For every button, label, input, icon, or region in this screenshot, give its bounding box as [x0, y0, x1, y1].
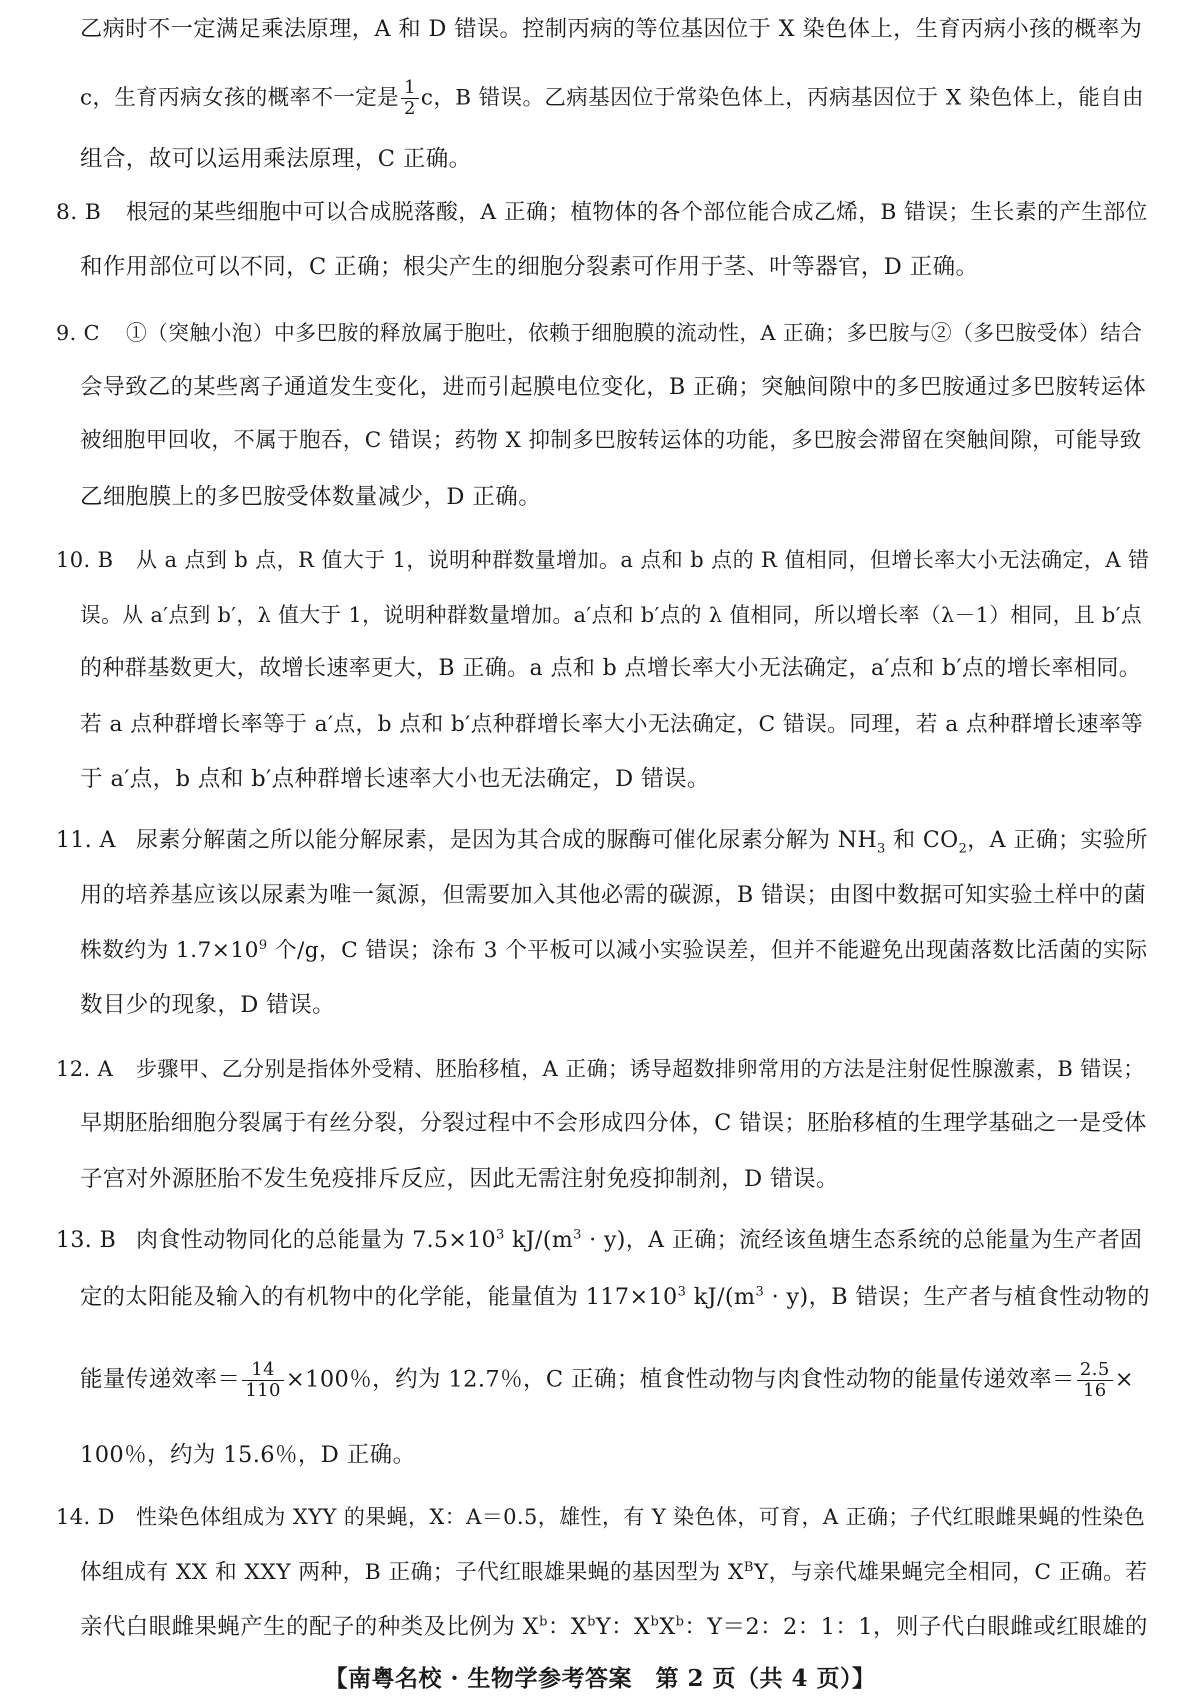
text-line: 100％，约为 15.6％，D 正确。 — [80, 1442, 416, 1468]
text-line: 子宫对外源胚胎不发生免疫排斥反应，因此无需注射免疫抑制剂，D 错误。 — [80, 1166, 839, 1192]
text-line: 株数约为 $1.7\times 10^9$ 个/g，C 错误；涂布 3 个平板可以减小实验误差，但并不能避免出现菌落数比活菌的实际 — [80, 937, 1148, 963]
text-line: 11. A 尿素分解菌之所以能分解尿素，是因为其合成的脲酶可催化尿素分解为 $NH_3$ 和 $CO_2$，A 正确；实验所 — [56, 828, 1148, 857]
fraction: $\frac{2.5}{16}$ — [1077, 1360, 1113, 1401]
question-number: 14. D — [56, 1505, 115, 1529]
question-number: 11. A — [56, 828, 116, 853]
text-line: 组合，故可以运用乘法原理，C 正确。 — [80, 146, 472, 172]
fraction: $\frac{1}{2}$ — [401, 78, 419, 119]
text-line: 误。从 a′点到 b′，λ 值大于 1，说明种群数量增加。a′点和 b′点的 λ 值相同，所以增长率（λ－1）相同，且 b′点 — [80, 603, 1142, 627]
fraction: $\frac{14}{110}$ — [242, 1360, 284, 1401]
text-line: 的种群基数更大，故增长速率更大，B 正确。a 点和 b 点增长率大小无法确定，a′点和 b′点的增长率相同。 — [80, 656, 1142, 681]
text-line: c，生育丙病女孩的概率不一定是 $\frac{1}{2}$ c，B 错误。乙病基因位于常染色体上，丙病基因位于 X 染色体上，能自由 — [80, 77, 1144, 119]
text-line: 体组成有 XX 和 XXY 两种，B 正确；子代红眼雄果蝇的基因型为 $X^BY$，与亲代雄果蝇完全相同，C 正确。若 — [80, 1559, 1148, 1585]
text-line: 12. A 步骤甲、乙分别是指体外受精、胚胎移植，A 正确；诱导超数排卵常用的方法是注射促性腺激素，B 错误； — [56, 1054, 1145, 1084]
text-line: 能量传递效率＝ $\frac{14}{110}$ ×100％，约为 12.7％，C 正确；植食性动物与肉食性动物的能量传递效率＝ $\frac{2.5}{16}$ × — [80, 1359, 1134, 1401]
text-line: 若 a 点种群增长率等于 a′点，b 点和 b′点种群增长率大小无法确定，C 错误。同理，若 a 点种群增长速率等 — [80, 712, 1144, 737]
text-line: 被细胞甲回收，不属于胞吞，C 错误；药物 X 抑制多巴胺转运体的功能，多巴胺会滞留在突触间隙，可能导致 — [80, 428, 1142, 453]
question-number: 10. B — [56, 548, 114, 572]
text-line: 8. B 根冠的某些细胞中可以合成脱落酸，A 正确；植物体的各个部位能合成乙烯，B 错误；生长素的产生部位 — [56, 198, 1148, 228]
text-line: 亲代白眼雌果蝇产生的配子的种类及比例为 $X^b$：$X^bY$：$X^bX^b$：Y＝2：2：1：1，则子代白眼雌或红眼雄的 — [80, 1614, 1148, 1640]
text-line: 用的培养基应该以尿素为唯一氮源，但需要加入其他必需的碳源，B 错误；由图中数据可知实验土样中的菌 — [80, 882, 1147, 908]
question-number: 9. C — [56, 321, 100, 345]
text-line: 于 a′点，b 点和 b′点种群增长速率大小也无法确定，D 错误。 — [80, 766, 710, 792]
text-line: 10. B 从 a 点到 b 点，R 值大于 1，说明种群数量增加。a 点和 b 点的 R 值相同，但增长率大小无法确定，A 错 — [56, 545, 1149, 575]
text-line: 13. B 肉食性动物同化的总能量为 $7.5\times 10^3$ $kJ/(m^3 \cdot y)$，A 正确；流经该鱼塘生态系统的总能量为生产者固 — [56, 1226, 1142, 1256]
text-line: 乙病时不一定满足乘法原理，A 和 D 错误。控制丙病的等位基因位于 X 染色体上，生育丙病小孩的概率为 — [80, 16, 1143, 42]
text-line: 9. C ①（突触小泡）中多巴胺的释放属于胞吐，依赖于细胞膜的流动性，A 正确；多巴胺与②（多巴胺受体）结合 — [56, 318, 1142, 348]
text-line: 和作用部位可以不同，C 正确；根尖产生的细胞分裂素可作用于茎、叶等器官，D 正确。 — [80, 254, 979, 280]
text-line: 早期胚胎细胞分裂属于有丝分裂，分裂过程中不会形成四分体，C 错误；胚胎移植的生理学基础之一是受体 — [80, 1110, 1147, 1136]
text-line: 数目少的现象，D 错误。 — [80, 992, 335, 1018]
page-footer: 【南粤名校 · 生物学参考答案 第 2 页（共 4 页）】 — [324, 1665, 876, 1692]
text-line: 14. D 性染色体组成为 XYY 的果蝇，X：A＝0.5，雄性，有 Y 染色体，可育，A 正确；子代红眼雌果蝇的性染色 — [56, 1502, 1145, 1532]
question-number: 8. B — [56, 200, 102, 225]
question-number: 13. B — [56, 1228, 117, 1253]
text-line: 定的太阳能及输入的有机物中的化学能，能量值为 $117\times 10^3$ $kJ/(m^3 \cdot y)$，B 错误；生产者与植食性动物的 — [80, 1284, 1150, 1310]
question-number: 12. A — [56, 1057, 114, 1081]
text-line: 乙细胞膜上的多巴胺受体数量减少，D 正确。 — [80, 484, 542, 510]
text-line: 会导致乙的某些离子通道发生变化，进而引起膜电位变化，B 正确；突触间隙中的多巴胺通过多巴胺转运体 — [80, 374, 1147, 400]
